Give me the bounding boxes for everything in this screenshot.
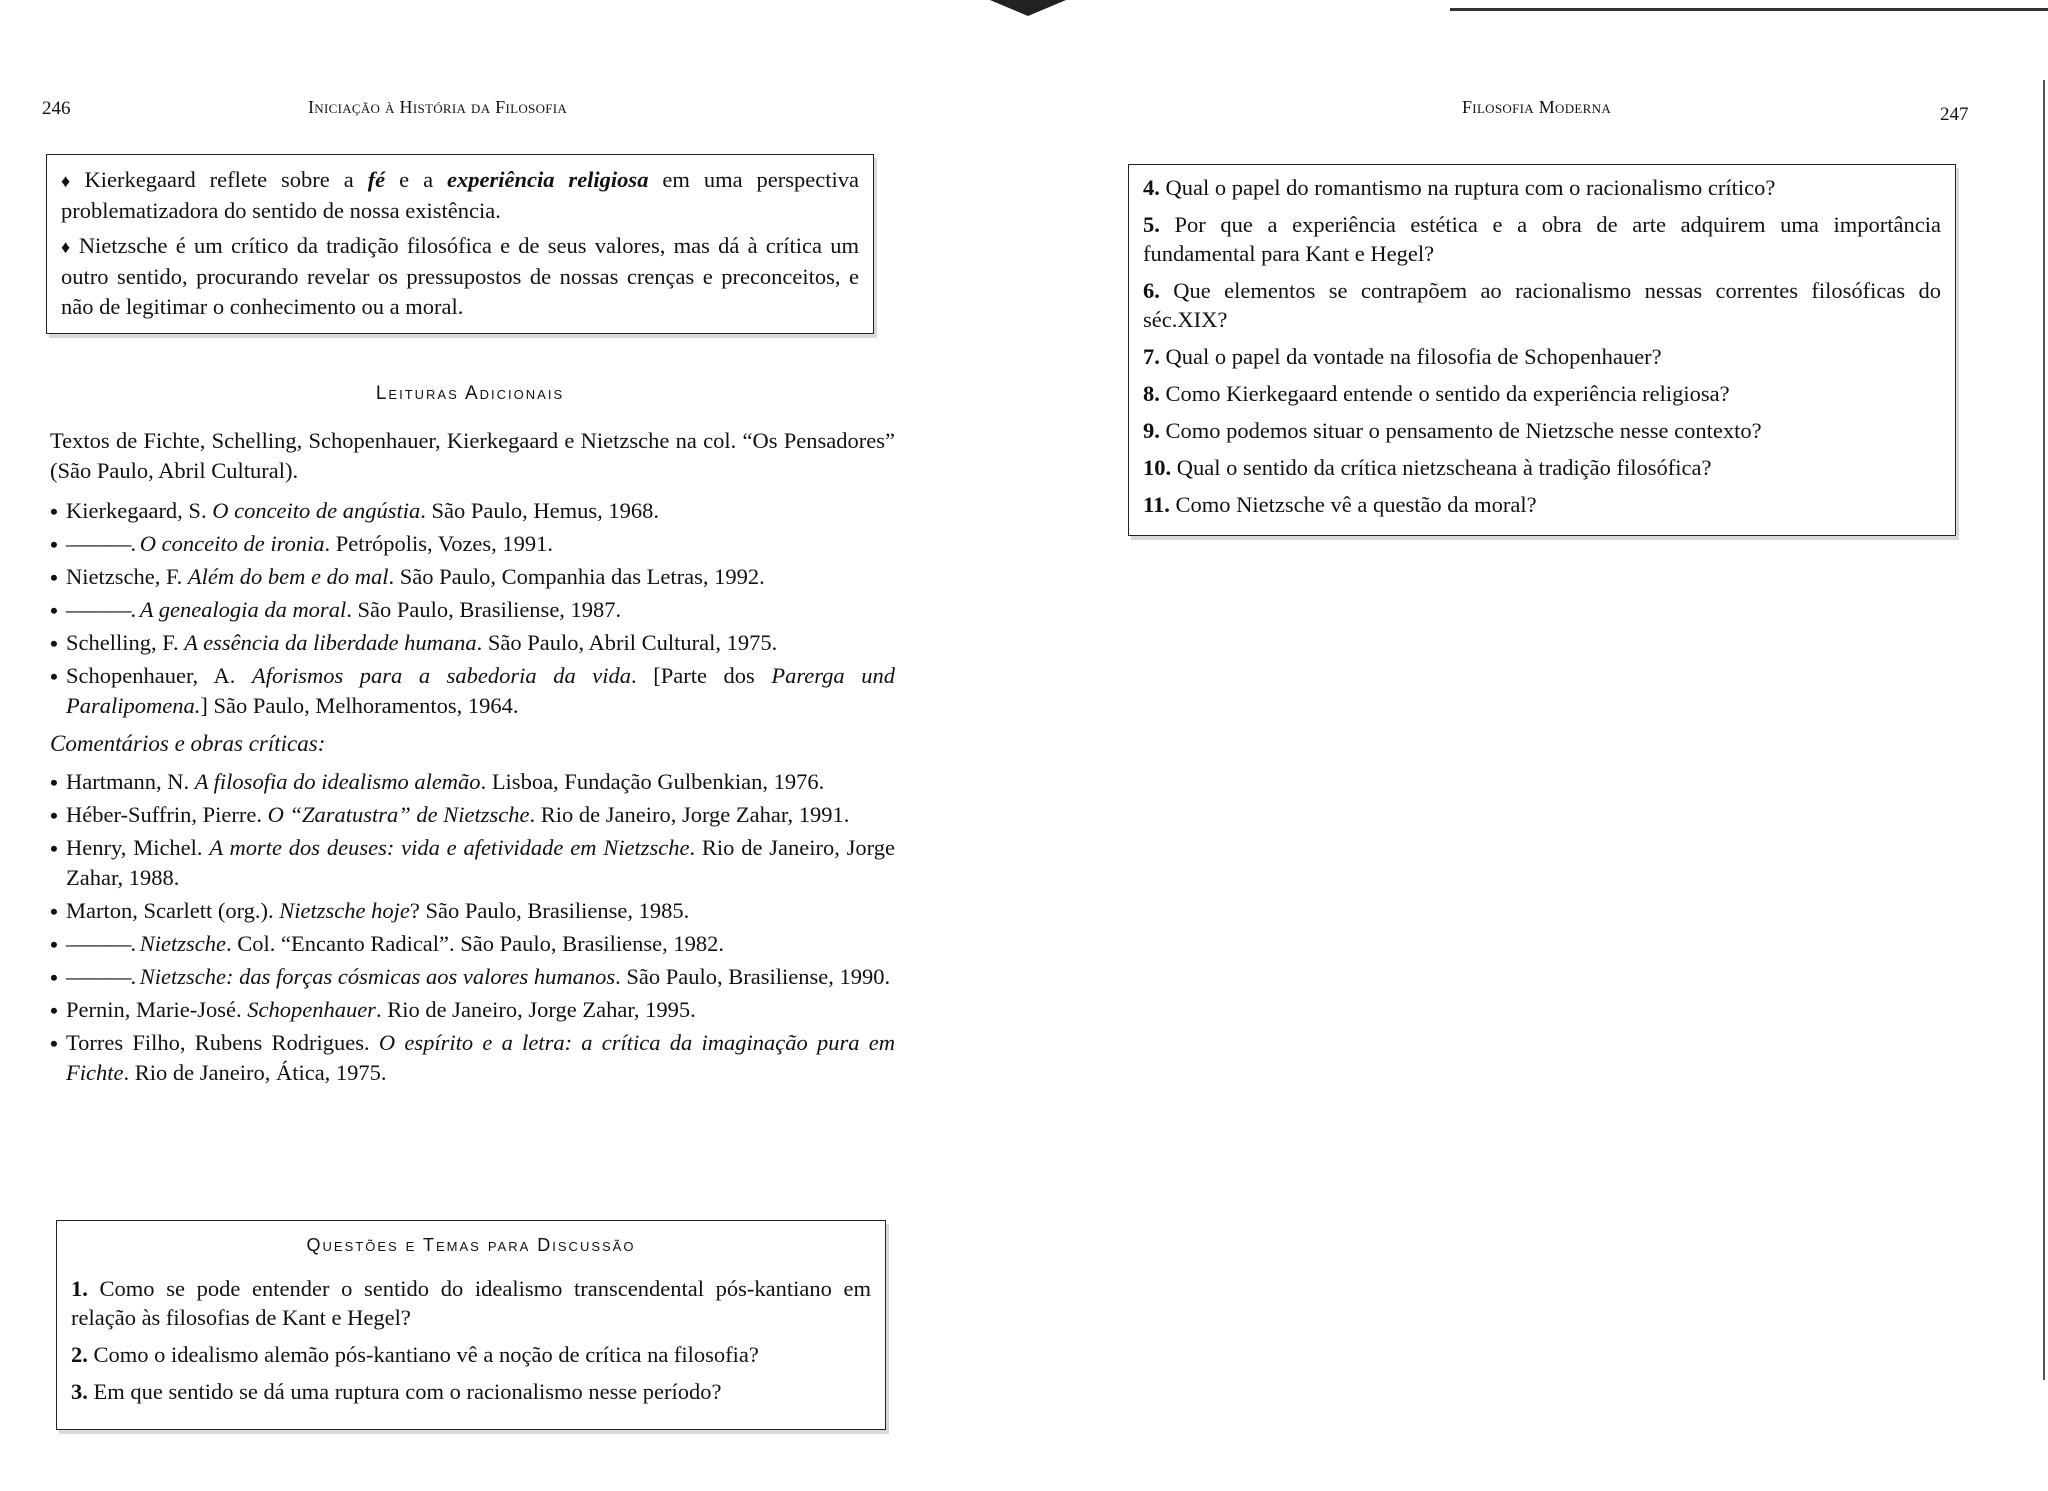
readings-section <box>50 426 895 1091</box>
questions-heading: Questões e Temas para Discussão <box>306 1235 636 1255</box>
question-item: 11. Como Nietzsche vê a questão da moral? <box>1143 492 1537 517</box>
discussion-questions-box-continued <box>1128 164 1956 536</box>
question-item: 3. Em que sentido se dá uma ruptura com o racionalismo nesse período? <box>71 1379 722 1404</box>
left-page-number: 246 <box>42 98 71 119</box>
chapter-summary-box <box>46 154 874 334</box>
question-item: 8. Como Kierkegaard entende o sentido da experiência religiosa? <box>1143 381 1730 406</box>
reference-item: • Nietzsche, F. Além do bem e do mal. São Paulo, Companhia das Letras, 1992. <box>50 562 895 592</box>
critical-work-item: • Héber-Suffrin, Pierre. O “Zaratustra” de Nietzsche. Rio de Janeiro, Jorge Zahar, 1991. <box>50 800 895 830</box>
critical-work-item: • Torres Filho, Rubens Rodrigues. O espírito e a letra: a crítica da imaginação pura em Fichte. Rio de Janeiro, Ática, 1975. <box>50 1030 895 1085</box>
question-item: 6. Que elementos se contrapõem ao racionalismo nessas correntes filosóficas do séc.XIX? <box>1143 278 1941 332</box>
diamond-bullet-icon: ♦ <box>61 237 73 257</box>
bullet-icon: • <box>50 532 58 557</box>
reference-item: • Schopenhauer, A. Aforismos para a sabedoria da vida. [Parte dos Parerga und Paralipomena.] São Paulo, Melhoramentos, 1964. <box>50 663 895 718</box>
bullet-icon: • <box>50 664 58 689</box>
question-item: 4. Qual o papel do romantismo na ruptura com o racionalismo crítico? <box>1143 175 1776 200</box>
summary-item-kierkegaard: ♦ Kierkegaard reflete sobre a fé e a experiência religiosa em uma perspectiva problematizadora do sentido de nossa existência. <box>61 167 859 223</box>
bullet-icon: • <box>50 631 58 656</box>
critical-work-item: • Hartmann, N. A filosofia do idealismo alemão. Lisboa, Fundação Gulbenkian, 1976. <box>50 767 895 797</box>
bullet-icon: • <box>50 565 58 590</box>
bullet-icon: • <box>50 803 58 828</box>
bullet-icon: • <box>50 836 58 861</box>
question-item: 9. Como podemos situar o pensamento de Nietzsche nesse contexto? <box>1143 418 1762 443</box>
question-item: 7. Qual o papel da vontade na filosofia de Schopenhauer? <box>1143 344 1662 369</box>
bullet-icon: • <box>50 1031 58 1056</box>
readings-heading: Leituras Adicionais <box>375 383 565 404</box>
discussion-questions-box <box>56 1220 886 1430</box>
bullet-icon: • <box>50 598 58 623</box>
question-item: 2. Como o idealismo alemão pós-kantiano vê a noção de crítica na filosofia? <box>71 1342 759 1367</box>
reference-item: • ———. A genealogia da moral. São Paulo, Brasiliense, 1987. <box>50 595 895 625</box>
critical-works-list <box>50 767 895 1088</box>
critical-work-item: • Pernin, Marie-José. Schopenhauer. Rio de Janeiro, Jorge Zahar, 1995. <box>50 995 895 1025</box>
critical-work-item: • Henry, Michel. A morte dos deuses: vida e afetividade em Nietzsche. Rio de Janeiro, Jorge Zahar, 1988. <box>50 835 895 890</box>
bullet-icon: • <box>50 998 58 1023</box>
summary-item-nietzsche: ♦ Nietzsche é um crítico da tradição filosófica e de seus valores, mas dá à crítica um outro sentido, procurando revelar os pressupostos de nossas crenças e preconceitos, e não de legitimar o conhecimento ou a moral. <box>61 233 859 319</box>
questions-list-right <box>1143 173 1941 519</box>
question-item: 5. Por que a experiência estética e a obra de arte adquirem uma importância fundamental para Kant e Hegel? <box>1143 212 1941 266</box>
right-page-number: 247 <box>1940 104 1969 125</box>
question-item: 1. Como se pode entender o sentido do idealismo transcendental pós-kantiano em relação às filosofias de Kant e Hegel? <box>71 1276 871 1330</box>
left-running-head: Iniciação à História da Filosofia <box>308 97 568 117</box>
critical-works-heading: Comentários e obras críticas: <box>50 731 326 756</box>
right-running-head: Filosofia Moderna <box>1462 97 1612 117</box>
reference-item: • Kierkegaard, S. O conceito de angústia. São Paulo, Hemus, 1968. <box>50 496 895 526</box>
readings-intro: Textos de Fichte, Schelling, Schopenhauer, Kierkegaard e Nietzsche na col. “Os Pensadores” (São Paulo, Abril Cultural). <box>50 428 895 483</box>
page-edge-line <box>2043 80 2045 1380</box>
bullet-icon: • <box>50 932 58 957</box>
question-item: 10. Qual o sentido da crítica nietzscheana à tradição filosófica? <box>1143 455 1712 480</box>
questions-list-left <box>71 1274 871 1406</box>
critical-work-item: • ———. Nietzsche. Col. “Encanto Radical”. São Paulo, Brasiliense, 1982. <box>50 929 895 959</box>
reference-item: • ———. O conceito de ironia. Petrópolis, Vozes, 1991. <box>50 529 895 559</box>
scan-top-mark <box>990 0 1066 16</box>
reference-item: • Schelling, F. A essência da liberdade humana. São Paulo, Abril Cultural, 1975. <box>50 628 895 658</box>
bullet-icon: • <box>50 499 58 524</box>
critical-work-item: • ———. Nietzsche: das forças cósmicas aos valores humanos. São Paulo, Brasiliense, 1990. <box>50 962 895 992</box>
reference-list <box>50 496 895 721</box>
critical-work-item: • Marton, Scarlett (org.). Nietzsche hoje? São Paulo, Brasiliense, 1985. <box>50 896 895 926</box>
bullet-icon: • <box>50 965 58 990</box>
bullet-icon: • <box>50 770 58 795</box>
scan-top-rule <box>1450 8 2048 11</box>
diamond-bullet-icon: ♦ <box>61 171 79 191</box>
bullet-icon: • <box>50 899 58 924</box>
